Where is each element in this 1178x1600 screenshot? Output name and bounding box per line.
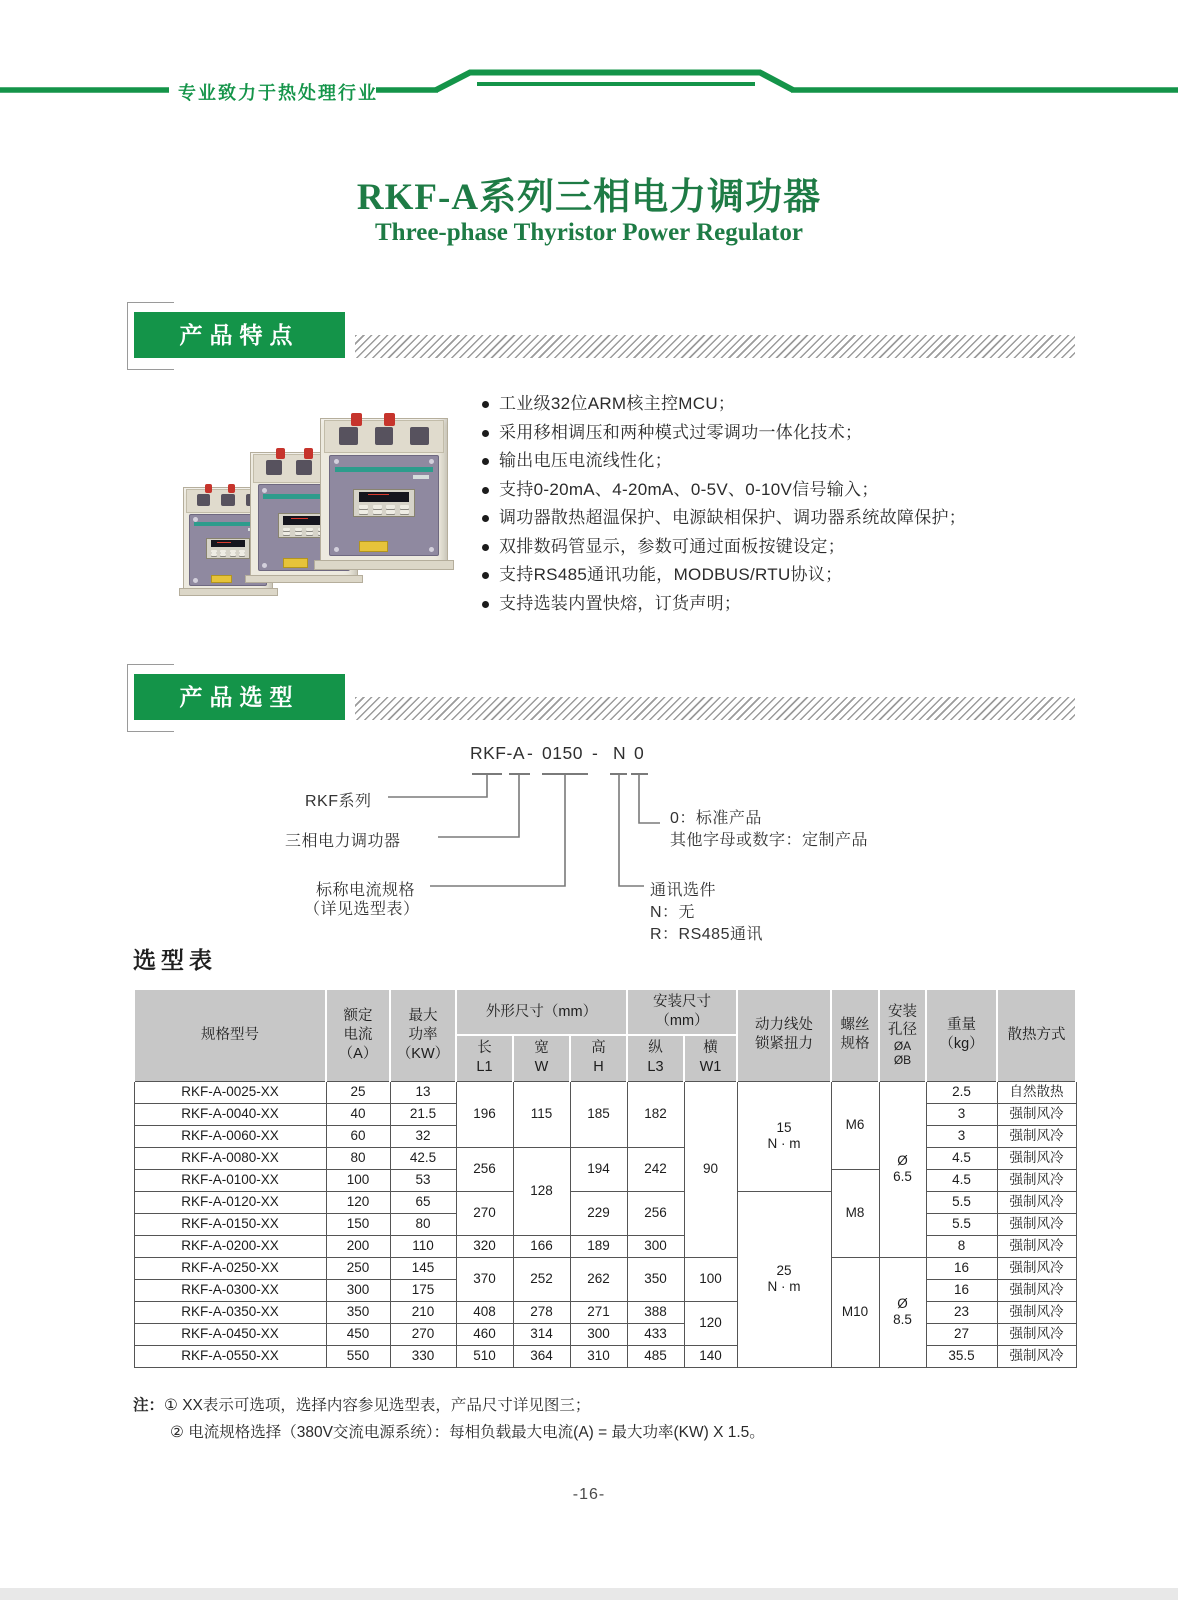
spec-row	[134, 1345, 1076, 1367]
model-cell: RKF-A-0450-XX	[134, 1323, 326, 1345]
value-cell: 300	[570, 1323, 627, 1345]
label-current-1: 标称电流规格	[316, 882, 416, 899]
table-header-cooling: 散热方式	[997, 989, 1076, 1081]
value-cell: 21.5	[390, 1103, 456, 1125]
value-cell: 350	[326, 1301, 390, 1323]
features-hatch-band	[355, 335, 1075, 358]
value-cell: 4.5	[926, 1147, 997, 1169]
feature-item: 采用移相调压和两种模式过零调功一体化技术；	[480, 419, 1100, 448]
note-line-2	[133, 1419, 1063, 1446]
value-cell: 271	[570, 1301, 627, 1323]
label-suffix-2: 其他字母或数字：定制产品	[670, 832, 869, 849]
terminal-cap	[276, 448, 285, 459]
value-cell: 53	[390, 1169, 456, 1191]
value-cell: 强制风冷	[997, 1147, 1076, 1169]
table-header-dim_h: 高 H	[570, 1035, 627, 1081]
value-cell: 175	[390, 1279, 456, 1301]
value-cell: 强制风冷	[997, 1125, 1076, 1147]
value-cell: 强制风冷	[997, 1169, 1076, 1191]
label-comm-title: 通讯选件	[650, 882, 717, 899]
value-cell: 90	[684, 1081, 737, 1257]
value-cell: 强制风冷	[997, 1213, 1076, 1235]
value-cell: Ø 6.5	[879, 1081, 926, 1257]
page-title: RKF-A系列三相电力调功器	[356, 177, 822, 218]
table-header-hole: 安装 孔径 ØA ØB	[879, 989, 926, 1081]
terminal-cap	[384, 413, 395, 426]
label-suffix-1: 0：标准产品	[670, 810, 762, 827]
value-cell: 128	[513, 1147, 570, 1235]
model-cell: RKF-A-0300-XX	[134, 1279, 326, 1301]
value-cell: 35.5	[926, 1345, 997, 1367]
model-cell: RKF-A-0025-XX	[134, 1081, 326, 1103]
company-slogan: 专业致力于热处理行业	[178, 83, 378, 103]
value-cell: 320	[456, 1235, 513, 1257]
value-cell: 388	[627, 1301, 684, 1323]
value-cell: 强制风冷	[997, 1103, 1076, 1125]
value-cell: 65	[390, 1191, 456, 1213]
value-cell: 2.5	[926, 1081, 997, 1103]
value-cell: 510	[456, 1345, 513, 1367]
model-cell: RKF-A-0060-XX	[134, 1125, 326, 1147]
value-cell: 115	[513, 1081, 570, 1147]
warning-sticker	[359, 541, 388, 552]
table-header-dim_l: 长 L1	[456, 1035, 513, 1081]
label-current-2: （详见选型表）	[304, 901, 420, 918]
label-product: 三相电力调功器	[285, 833, 401, 850]
label-comm-n: N：无	[650, 904, 696, 921]
spec-row	[134, 1147, 1076, 1169]
table-header-screw: 螺丝 规格	[831, 989, 879, 1081]
spec-row	[134, 1323, 1076, 1345]
value-cell: 27	[926, 1323, 997, 1345]
value-cell: 330	[390, 1345, 456, 1367]
feature-item: 双排数码管显示，参数可通过面板按键设定；	[480, 533, 1100, 562]
features-section-title: 产品特点	[134, 312, 345, 358]
page-subtitle: Three-phase Thyristor Power Regulator	[375, 219, 803, 246]
value-cell: 110	[390, 1235, 456, 1257]
value-cell: 370	[456, 1257, 513, 1301]
table-title: 选型表	[133, 947, 217, 973]
model-cell: RKF-A-0120-XX	[134, 1191, 326, 1213]
feature-item: 支持0-20mA、4-20mA、0-5V、0-10V信号输入；	[480, 476, 1100, 505]
regulator-large	[320, 418, 448, 566]
terminal-cap	[205, 484, 212, 493]
value-cell: 250	[326, 1257, 390, 1279]
feature-item: 调功器散热超温保护、电源缺相保护、调功器系统故障保护；	[480, 504, 1100, 533]
terminal-cap	[304, 448, 313, 459]
feature-list	[480, 390, 1100, 618]
code-suffix: 0	[634, 743, 645, 763]
value-cell: 210	[390, 1301, 456, 1323]
table-header-torque: 动力线处 锁紧扭力	[737, 989, 831, 1081]
value-cell: 166	[513, 1235, 570, 1257]
value-cell: 196	[456, 1081, 513, 1147]
value-cell: 140	[684, 1345, 737, 1367]
value-cell: 550	[326, 1345, 390, 1367]
note-item-1: ① XX表示可选项，选择内容参见选型表，产品尺寸详见图三；	[164, 1397, 591, 1414]
label-comm-r: R：RS485通讯	[650, 926, 763, 943]
value-cell: 314	[513, 1323, 570, 1345]
value-cell: 120	[684, 1301, 737, 1345]
model-cell: RKF-A-0250-XX	[134, 1257, 326, 1279]
page-number: -16-	[572, 1486, 606, 1503]
value-cell: 150	[326, 1213, 390, 1235]
value-cell: 强制风冷	[997, 1257, 1076, 1279]
note-prefix: 注：	[133, 1397, 165, 1414]
code-series: RKF-A	[470, 743, 525, 763]
value-cell: 自然散热	[997, 1081, 1076, 1103]
value-cell: 强制风冷	[997, 1279, 1076, 1301]
spec-row	[134, 1235, 1076, 1257]
value-cell: 200	[326, 1235, 390, 1257]
value-cell: 强制风冷	[997, 1301, 1076, 1323]
value-cell: 80	[326, 1147, 390, 1169]
value-cell: M8	[831, 1169, 879, 1257]
table-header-current: 额定 电流 （A）	[326, 989, 390, 1081]
feature-item: 支持RS485通讯功能，MODBUS/RTU协议；	[480, 561, 1100, 590]
table-header-dims_group: 外形尺寸（mm）	[456, 989, 627, 1035]
value-cell: 8	[926, 1235, 997, 1257]
model-cell: RKF-A-0040-XX	[134, 1103, 326, 1125]
value-cell: 256	[627, 1191, 684, 1235]
value-cell: 80	[390, 1213, 456, 1235]
spec-row	[134, 1081, 1076, 1103]
value-cell: 40	[326, 1103, 390, 1125]
feature-item: 支持选装内置快熔，订货声明；	[480, 590, 1100, 619]
value-cell: 60	[326, 1125, 390, 1147]
value-cell: 194	[570, 1147, 627, 1191]
model-cell: RKF-A-0100-XX	[134, 1169, 326, 1191]
value-cell: 23	[926, 1301, 997, 1323]
warning-sticker	[283, 558, 308, 568]
value-cell: M6	[831, 1081, 879, 1169]
feature-item: 输出电压电流线性化；	[480, 447, 1100, 476]
value-cell: 4.5	[926, 1169, 997, 1191]
table-header-model: 规格型号	[134, 989, 326, 1081]
code-dash: -	[592, 743, 599, 763]
model-cell: RKF-A-0550-XX	[134, 1345, 326, 1367]
value-cell: 100	[684, 1257, 737, 1301]
value-cell: 25	[326, 1081, 390, 1103]
value-cell: 182	[627, 1081, 684, 1147]
value-cell: 强制风冷	[997, 1345, 1076, 1367]
label-series: RKF系列	[305, 793, 372, 810]
model-code-diagram	[280, 735, 940, 950]
value-cell: 15 N · m	[737, 1081, 831, 1191]
value-cell: 278	[513, 1301, 570, 1323]
value-cell: 强制风冷	[997, 1191, 1076, 1213]
page-edge	[0, 1588, 1178, 1600]
value-cell: 13	[390, 1081, 456, 1103]
model-cell: RKF-A-0150-XX	[134, 1213, 326, 1235]
value-cell: 16	[926, 1279, 997, 1301]
value-cell: 5.5	[926, 1213, 997, 1235]
display-module	[353, 489, 416, 518]
value-cell: 3	[926, 1103, 997, 1125]
value-cell: 189	[570, 1235, 627, 1257]
note-item-2: ② 电流规格选择（380V交流电源系统）：每相负载最大电流(A) = 最大功率(KW) X 1.5。	[170, 1424, 765, 1441]
value-cell: 433	[627, 1323, 684, 1345]
spec-row	[134, 1191, 1076, 1213]
value-cell: 强制风冷	[997, 1235, 1076, 1257]
value-cell: 252	[513, 1257, 570, 1301]
value-cell: 25 N · m	[737, 1191, 831, 1367]
value-cell: M10	[831, 1257, 879, 1367]
table-header-weight: 重量 （kg）	[926, 989, 997, 1081]
selection-table	[133, 988, 1077, 1368]
header-decoration	[0, 0, 1178, 120]
value-cell: 460	[456, 1323, 513, 1345]
feature-item: 工业级32位ARM核主控MCU；	[480, 390, 1100, 419]
model-cell: RKF-A-0350-XX	[134, 1301, 326, 1323]
terminal-cap	[351, 413, 362, 426]
value-cell: 229	[570, 1191, 627, 1235]
code-dash: -	[527, 743, 534, 763]
value-cell: 强制风冷	[997, 1323, 1076, 1345]
value-cell: 242	[627, 1147, 684, 1191]
value-cell: 300	[326, 1279, 390, 1301]
table-header-dim_w: 宽 W	[513, 1035, 570, 1081]
selection-section-title: 产品选型	[134, 674, 345, 720]
value-cell: 310	[570, 1345, 627, 1367]
value-cell: 16	[926, 1257, 997, 1279]
model-cell: RKF-A-0200-XX	[134, 1235, 326, 1257]
display-module	[206, 538, 250, 559]
value-cell: 3	[926, 1125, 997, 1147]
value-cell: 350	[627, 1257, 684, 1301]
value-cell: 485	[627, 1345, 684, 1367]
value-cell: 450	[326, 1323, 390, 1345]
code-current: 0150	[542, 743, 583, 763]
terminal-cap	[228, 484, 235, 493]
value-cell: 256	[456, 1147, 513, 1191]
value-cell: 270	[390, 1323, 456, 1345]
notes	[133, 1392, 1063, 1446]
table-header-mount_w: 横 W1	[684, 1035, 737, 1081]
value-cell: 32	[390, 1125, 456, 1147]
value-cell: 185	[570, 1081, 627, 1147]
spec-row	[134, 1301, 1076, 1323]
value-cell: 364	[513, 1345, 570, 1367]
spec-row	[134, 1257, 1076, 1279]
selection-hatch-band	[355, 697, 1075, 720]
value-cell: 100	[326, 1169, 390, 1191]
table-header-mount_l: 纵 L3	[627, 1035, 684, 1081]
table-header-mount_group: 安装尺寸 （mm）	[627, 989, 737, 1035]
value-cell: 120	[326, 1191, 390, 1213]
value-cell: 5.5	[926, 1191, 997, 1213]
value-cell: 270	[456, 1191, 513, 1235]
value-cell: 262	[570, 1257, 627, 1301]
code-comm: N	[613, 743, 627, 763]
value-cell: 145	[390, 1257, 456, 1279]
product-photo	[150, 400, 470, 615]
value-cell: 408	[456, 1301, 513, 1323]
model-cell: RKF-A-0080-XX	[134, 1147, 326, 1169]
note-line-1	[133, 1392, 1063, 1419]
table-header-power: 最大 功率 （KW）	[390, 989, 456, 1081]
value-cell: Ø 8.5	[879, 1257, 926, 1367]
warning-sticker	[211, 575, 232, 583]
value-cell: 42.5	[390, 1147, 456, 1169]
value-cell: 300	[627, 1235, 684, 1257]
